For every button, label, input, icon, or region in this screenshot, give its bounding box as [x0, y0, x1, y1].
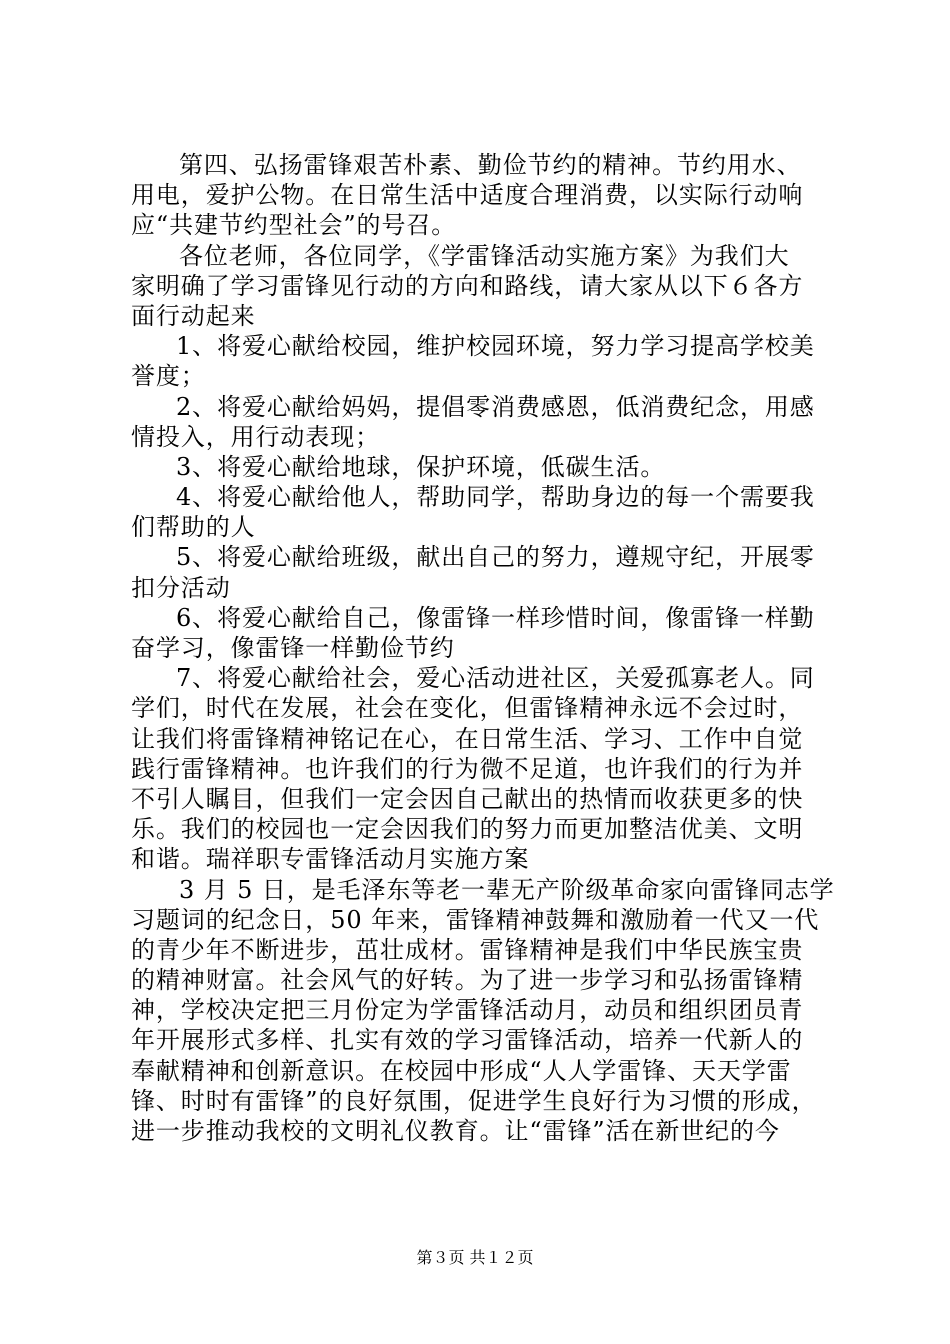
text-line: 们帮助的人: [131, 513, 256, 542]
text-line: 用电，爱护公物。在日常生活中适度合理消费，以实际行动响: [131, 181, 804, 210]
text-line: 誉度；: [131, 362, 206, 391]
text-line: 各位老师，各位同学，《学雷锋活动实施方案》为我们大: [179, 241, 790, 270]
text-line: 学们，时代在发展，社会在变化，但雷锋精神永远不会过时，: [131, 694, 804, 723]
text-line: 的青少年不断进步，茁壮成材。雷锋精神是我们中华民族宝贵: [131, 935, 804, 964]
text-line: 践行雷锋精神。也许我们的行为微不足道，也许我们的行为并: [131, 754, 804, 783]
text-line: 2、将爱心献给妈妈，提倡零消费感恩，低消费纪念，用感: [176, 392, 815, 421]
text-line: 奉献精神和创新意识。在校园中形成“人人学雷锋、天天学雷: [131, 1056, 792, 1085]
text-line: 家明确了学习雷锋见行动的方向和路线，请大家从以下６各方: [131, 271, 804, 300]
text-line: 3 月 5 日，是毛泽东等老一辈无产阶级革命家向雷锋同志学: [179, 875, 835, 904]
text-line: 年开展形式多样、扎实有效的学习雷锋活动，培养一代新人的: [131, 1026, 804, 1055]
text-line: 奋学习，像雷锋一样勤俭节约: [131, 634, 455, 662]
text-line: 的精神财富。社会风气的好转。为了进一步学习和弘扬雷锋精: [131, 966, 804, 995]
text-line: 5、将爱心献给班级，献出自己的努力，遵规守纪，开展零: [176, 543, 815, 572]
text-line: 1、将爱心献给校园，维护校园环境，努力学习提高学校美: [176, 332, 815, 361]
text-line: 习题词的纪念日，50 年来，雷锋精神鼓舞和激励着一代又一代: [131, 905, 820, 934]
text-line: 7、将爱心献给社会，爱心活动进社区，关爱孤寡老人。同: [176, 664, 815, 693]
text-line: 面行动起来: [131, 301, 256, 330]
text-line: 锋、时时有雷锋”的良好氛围，促进学生良好行为习惯的形成，: [131, 1086, 817, 1115]
text-line: 应“共建节约型社会”的号召。: [131, 211, 457, 240]
text-line: 神，学校决定把三月份定为学雷锋活动月，动员和组织团员青: [131, 996, 804, 1025]
text-line: 情投入，用行动表现；: [131, 422, 380, 451]
text-line: 和谐。瑞祥职专雷锋活动月实施方案: [131, 845, 530, 874]
text-line: 第四、弘扬雷锋艰苦朴素、勤俭节约的精神。节约用水、: [179, 151, 802, 179]
document-body: [131, 150, 835, 1146]
text-line: 让我们将雷锋精神铭记在心，在日常生活、学习、工作中自觉: [131, 724, 804, 753]
text-line: 不引人瞩目，但我们一定会因自己献出的热情而收获更多的快: [131, 784, 804, 813]
text-line: 扣分活动: [131, 573, 231, 602]
text-line: 3、将爱心献给地球，保护环境，低碳生活。: [176, 452, 666, 481]
text-line: 乐。我们的校园也一定会因我们的努力而更加整洁优美、文明: [131, 815, 804, 844]
text-line: 6、将爱心献给自己，像雷锋一样珍惜时间，像雷锋一样勤: [176, 603, 815, 632]
page-number-footer: 第３页 共１２页: [416, 1248, 534, 1267]
text-line: 进一步推动我校的文明礼仪教育。让“雷锋”活在新世纪的今: [131, 1117, 780, 1145]
text-line: 4、将爱心献给他人，帮助同学，帮助身边的每一个需要我: [176, 483, 815, 512]
